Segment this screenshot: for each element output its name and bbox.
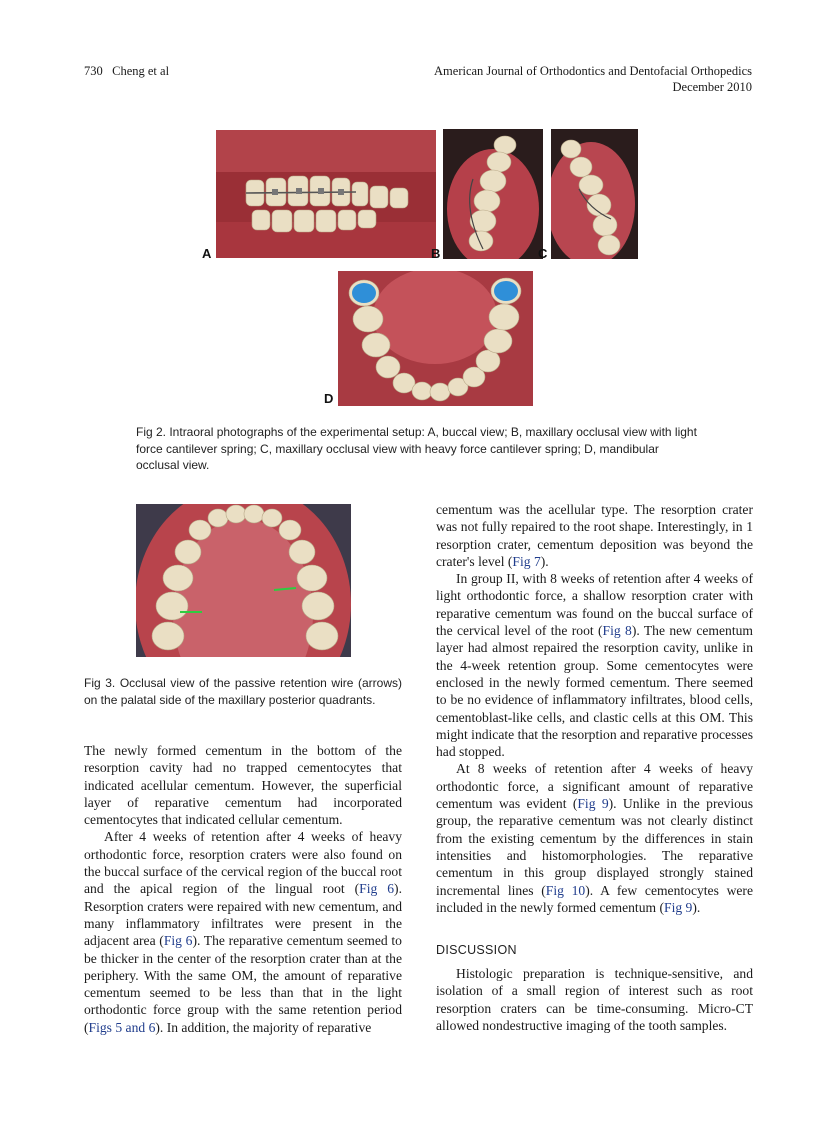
right-column-text <box>436 501 753 916</box>
text-segment: ). A few cementocytes were included in the newly formed cementum ( <box>436 882 753 915</box>
fig2-label-c: C <box>538 246 548 261</box>
figure-reference-link[interactable]: Fig 9 <box>577 796 609 812</box>
discussion-heading: DISCUSSION <box>436 943 517 957</box>
fig2-label-b: B <box>431 246 441 261</box>
page-number: 730 <box>84 64 103 78</box>
figure-reference-link[interactable]: Fig 6 <box>163 933 193 949</box>
fig2-photo-buccal-view <box>216 130 436 258</box>
figure-reference-link[interactable]: Fig 6 <box>359 881 395 897</box>
left-paragraph-2 <box>84 828 402 1036</box>
left-column-text <box>84 742 402 1036</box>
text-segment: cementum was the acellular type. The resorption crater was not fully repaired to the root shape. Interestingly, in 1 resorption crater, cementum deposition was beyond the crater's level ( <box>436 502 753 569</box>
running-header-left <box>84 63 169 79</box>
fig2-photo-maxillary-light-force <box>443 129 543 259</box>
figure-reference-link[interactable]: Figs 5 and 6 <box>88 1019 156 1035</box>
running-authors: Cheng et al <box>112 64 170 78</box>
fig3-caption: Fig 3. Occlusal view of the passive retention wire (arrows) on the palatal side of the maxillary posterior quadrants. <box>84 676 402 707</box>
right-paragraph-1 <box>436 501 753 570</box>
figure-reference-link[interactable]: Fig 7 <box>512 553 541 569</box>
figure-reference-link[interactable]: Fig 9 <box>664 899 693 915</box>
left-paragraph-1: The newly formed cementum in the bottom of the resorption cavity had no trapped cementocytes that indicated acellular cementum. However, the superficial layer of reparative cementum had incorporated cementocytes that indicated cellular cementum. <box>84 743 402 828</box>
fig2-photo-mandibular-occlusal <box>338 271 533 406</box>
right-paragraph-3 <box>436 760 753 916</box>
issue-date: December 2010 <box>672 80 752 94</box>
discussion-paragraph-1: Histologic preparation is technique-sensitive, and isolation of a small region of interest such as root resorption craters can be time-consuming. Micro-CT allowed nondestructive imaging of the tooth samples. <box>436 966 753 1033</box>
text-segment: At 8 weeks of retention after 4 weeks of heavy orthodontic force, a significant amount of reparative cementum was evident ( <box>436 761 753 812</box>
text-segment: ). <box>692 899 701 915</box>
text-segment: ). Unlike in the previous group, the reparative cementum was not clearly distinct from the existing cementum by the differences in stain intensities and histomorphologies. The reparative cementum in this group displayed strongly stained incremental lines ( <box>436 796 753 898</box>
figure-reference-link[interactable]: Fig 8 <box>602 623 632 639</box>
fig2-caption: Fig 2. Intraoral photographs of the experimental setup: A, buccal view; B, maxillary occlusal view with light force cantilever spring; C, maxillary occlusal view with heavy force cantilever spring; D, mandibular occlusal view. <box>136 425 697 472</box>
running-header-right <box>434 63 752 95</box>
text-segment: ). <box>540 553 549 569</box>
discussion-text <box>436 965 753 1034</box>
figure-reference-link[interactable]: Fig 10 <box>545 882 586 898</box>
text-segment: ). The new cementum layer had almost repaired the resorption cavity, unlike in the 4-week retention group. Some cementocytes were enclosed in the newly formed cementum. There seemed to be no evidence of inflammatory infiltrates, blood cells, cementoblast-like cells, and clastic cells at this OM. This might indicate that the resorption and reparative processes had stopped. <box>436 623 753 760</box>
right-paragraph-2 <box>436 570 753 760</box>
text-segment: In group II, with 8 weeks of retention after 4 weeks of light orthodontic force, a shallow resorption crater with reparative cementum was found on the buccal surface of the cervical level of the root ( <box>436 571 753 639</box>
journal-title: American Journal of Orthodontics and Dentofacial Orthopedics <box>434 64 752 78</box>
fig2-photo-maxillary-heavy-force <box>551 129 638 259</box>
text-segment: After 4 weeks of retention after 4 weeks of heavy orthodontic force, resorption craters were also found on the buccal surface of the cervical region of the buccal root and the apical region of the lingual root ( <box>84 829 402 897</box>
text-segment: ). In addition, the majority of reparative <box>155 1019 372 1035</box>
fig2-label-d: D <box>324 391 334 406</box>
fig3-photo-retention-wire <box>136 504 351 657</box>
text-segment: ). The reparative cementum seemed to be thicker in the center of the resorption crater than at the periphery. With the same OM, the amount of reparative cementum seemed to be less than that in the light orthodontic force group with the same retention period ( <box>84 933 402 1035</box>
text-segment: ). Resorption craters were repaired with new cementum, and many inflammatory infiltrates were present in the adjacent area ( <box>84 881 402 949</box>
fig2-label-a: A <box>202 246 212 261</box>
